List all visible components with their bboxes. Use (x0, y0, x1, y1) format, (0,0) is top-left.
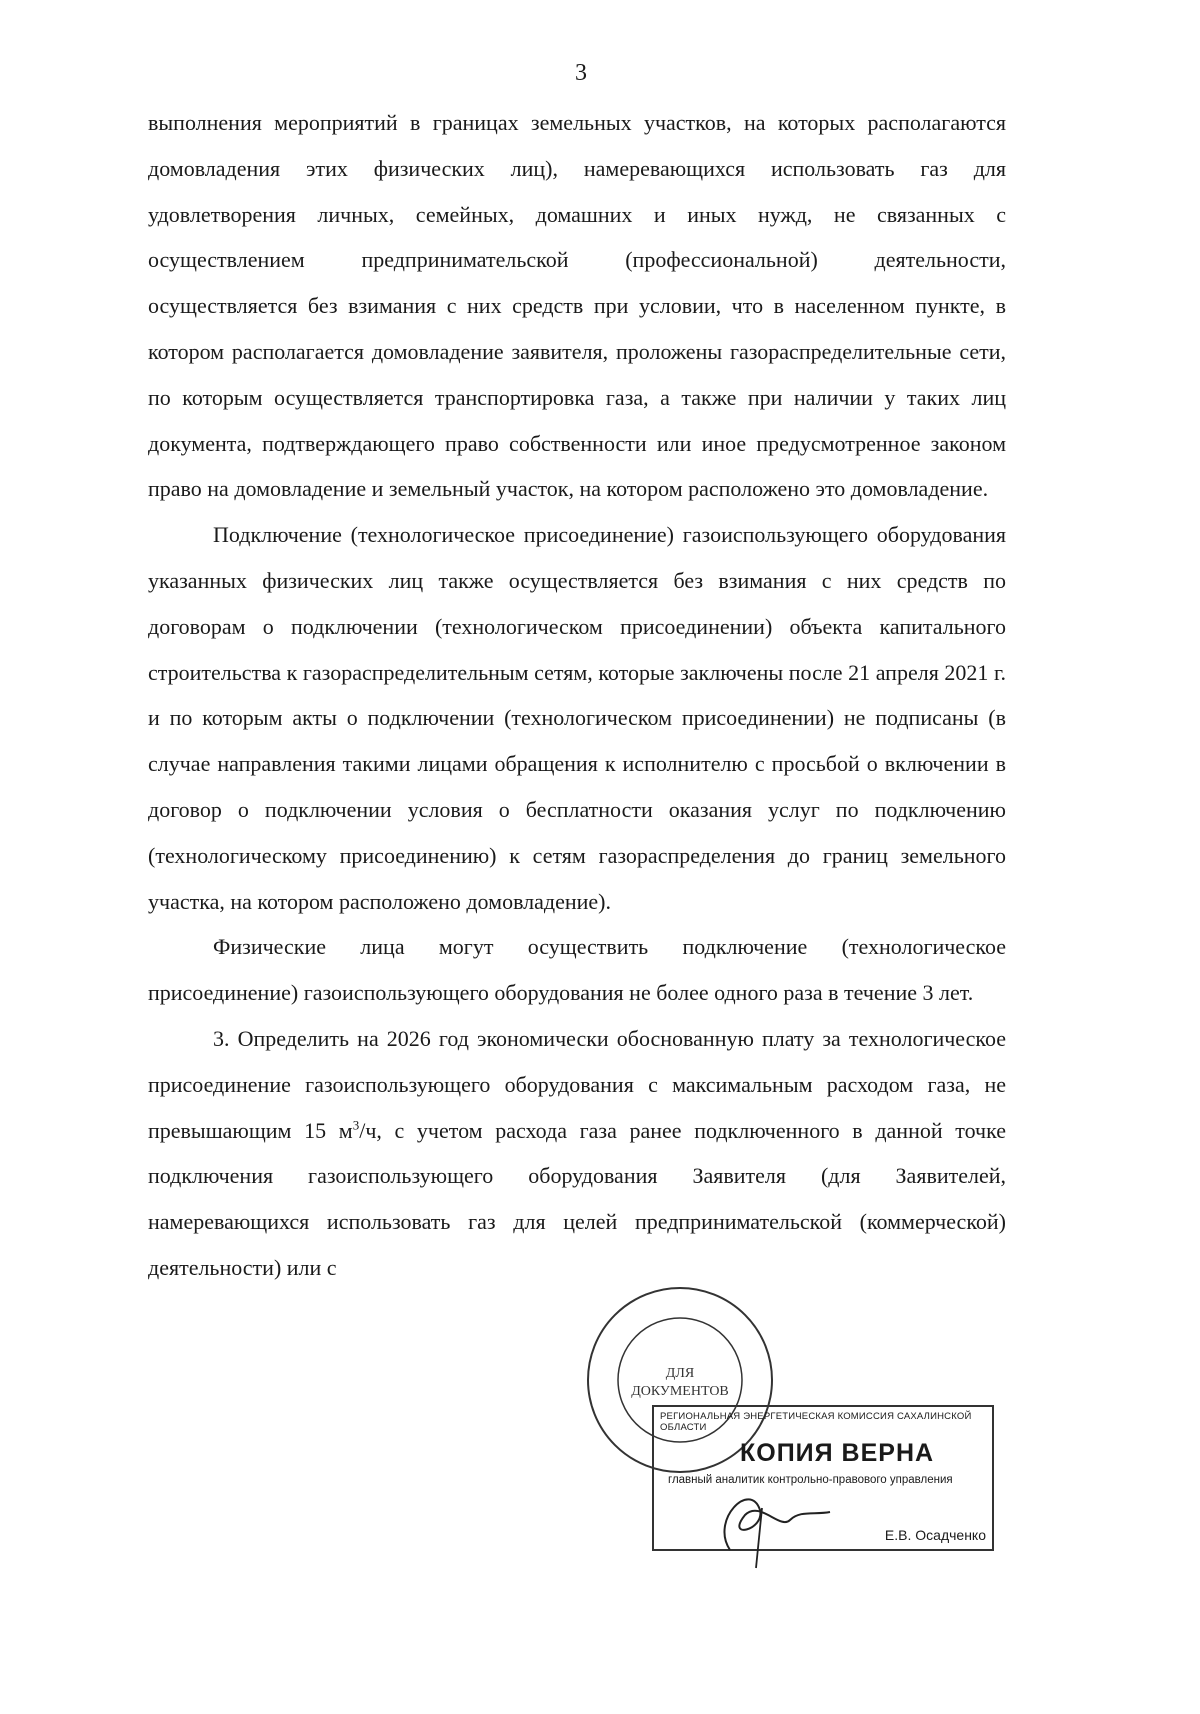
paragraph-1: выполнения мероприятий в границах земельных участков, на которых располагаются домовладения этих физических лиц), намеревающихся использовать газ для удовлетворения личных, семейных, домашних и иных нужд, не связанных с осуществлением предпринимательской (профессиональной) деятельности, осуществляется без взимания с них средств при условии, что в населенном пункте, в котором располагается домовладение заявителя, проложены газораспределительные сети, по которым осуществляется транспортировка газа, а также при наличии у таких лиц документа, подтверждающего право собственности или иное предусмотренное законом право на домовладение и земельный участок, на котором расположено это домовладение. (148, 110, 1006, 502)
item3-text-start: 3. Определить на 2026 год экономически обоснованную плату за технологическое присоединение газоиспользующего оборудования с максимальным расходом газа, не превышающим 15 м (148, 1025, 1006, 1143)
stamp-signer-name: Е.В. Осадченко (884, 1527, 986, 1543)
stamp-title: КОПИЯ ВЕРНА (740, 1439, 935, 1467)
item3-superscript: 3 (352, 1117, 360, 1133)
handwritten-signature-icon (690, 1460, 840, 1570)
item3-text-end: /ч, с учетом расхода газа ранее подключенного в данной точке подключения газоиспользующего оборудования Заявителя (для Заявителей, намеревающихся использовать газ для целей предпринимательской (коммерческой) деятельности) или с (148, 1117, 1006, 1280)
document-body (148, 100, 1006, 1291)
page-number: 3 (575, 60, 587, 86)
stamp-organization: РЕГИОНАЛЬНАЯ ЭНЕРГЕТИЧЕСКАЯ КОМИССИЯ САХАЛИНСКОЙ ОБЛАСТИ (660, 1411, 972, 1433)
svg-text:ДОКУМЕНТОВ: ДОКУМЕНТОВ (631, 1384, 729, 1399)
paragraph-3: Физические лица могут осуществить подключение (технологическое присоединение) газоиспользующего оборудования не более одного раза в течение 3 лет. (148, 934, 1006, 1006)
stamp-position: главный аналитик контрольно-правового управления (668, 1474, 953, 1486)
paragraph-2: Подключение (технологическое присоединение) газоиспользующего оборудования указанных физических лиц также осуществляется без взимания с них средств по договорам о подключении (технологическом присоединении) объекта капитального строительства к газораспределительным сетям, которые заключены после 21 апреля 2021 г. и по которым акты о подключении (технологическом присоединении) не подписаны (в случае направления такими лицами обращения к исполнителю с просьбой о включении в договор о подключении условия о бесплатности оказания услуг по подключению (технологическому присоединению) к сетям газораспределения до границ земельного участка, на котором расположено домовладение). (148, 522, 1006, 914)
seal-center-text: ДЛЯ (665, 1366, 695, 1381)
paragraph-item-3 (148, 1016, 1006, 1291)
